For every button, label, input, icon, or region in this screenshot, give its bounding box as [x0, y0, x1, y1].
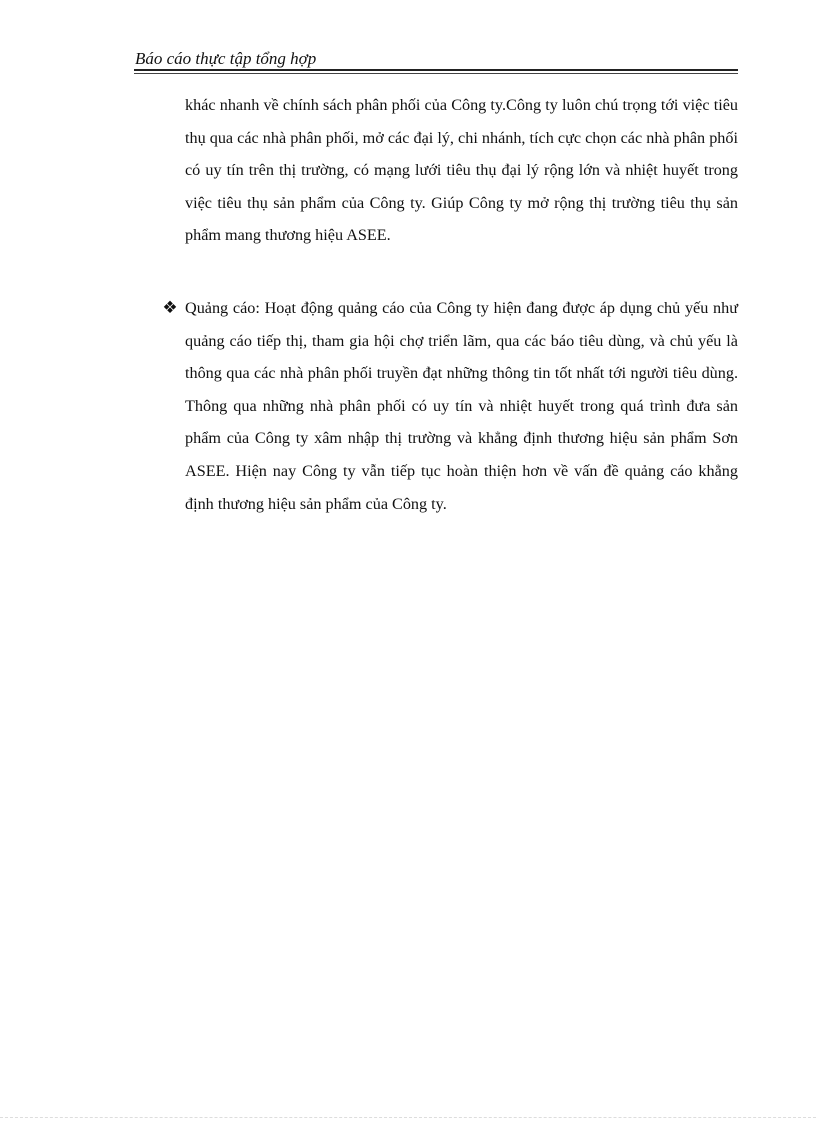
- page-header: [134, 48, 738, 72]
- diamond-bullet-icon: ❖: [162, 298, 178, 318]
- body-paragraph-distribution: khác nhanh về chính sách phân phối của Công ty.Công ty luôn chú trọng tới việc tiêu thụ qua các nhà phân phối, mở các đại lý, chi nhánh, tích cực chọn các nhà phân phối có uy tín trên thị trường, có mạng lưới tiêu thụ đại lý rộng lớn và nhiệt huyết trong việc tiêu thụ sản phẩm của Công ty. Giúp Công ty mở rộng thị trường tiêu thụ sản phẩm mang thương hiệu ASEE.: [185, 96, 738, 245]
- page-bottom-divider: [0, 1117, 816, 1119]
- body-paragraph-advertising: Quảng cáo: Hoạt động quảng cáo của Công ty hiện đang được áp dụng chủ yếu như quảng cáo tiếp thị, tham gia hội chợ triển lãm, qua các báo tiêu dùng, và chủ yếu là thông qua các nhà phân phối truyền đạt những thông tin tốt nhất tới người tiêu dùng. Thông qua những nhà phân phối có uy tín và nhiệt huyết trong quá trình đưa sản phẩm của Công ty xâm nhập thị trường và khẳng định thương hiệu sản phẩm Sơn ASEE. Hiện nay Công ty vẫn tiếp tục hoàn thiện hơn về vấn đề quảng cáo khẳng định thương hiệu sản phẩm của Công ty.: [185, 299, 738, 513]
- header-title: Báo cáo thực tập tổng hợp: [135, 49, 317, 68]
- header-rule-thin: [134, 73, 738, 74]
- header-rule-thick: [134, 69, 738, 71]
